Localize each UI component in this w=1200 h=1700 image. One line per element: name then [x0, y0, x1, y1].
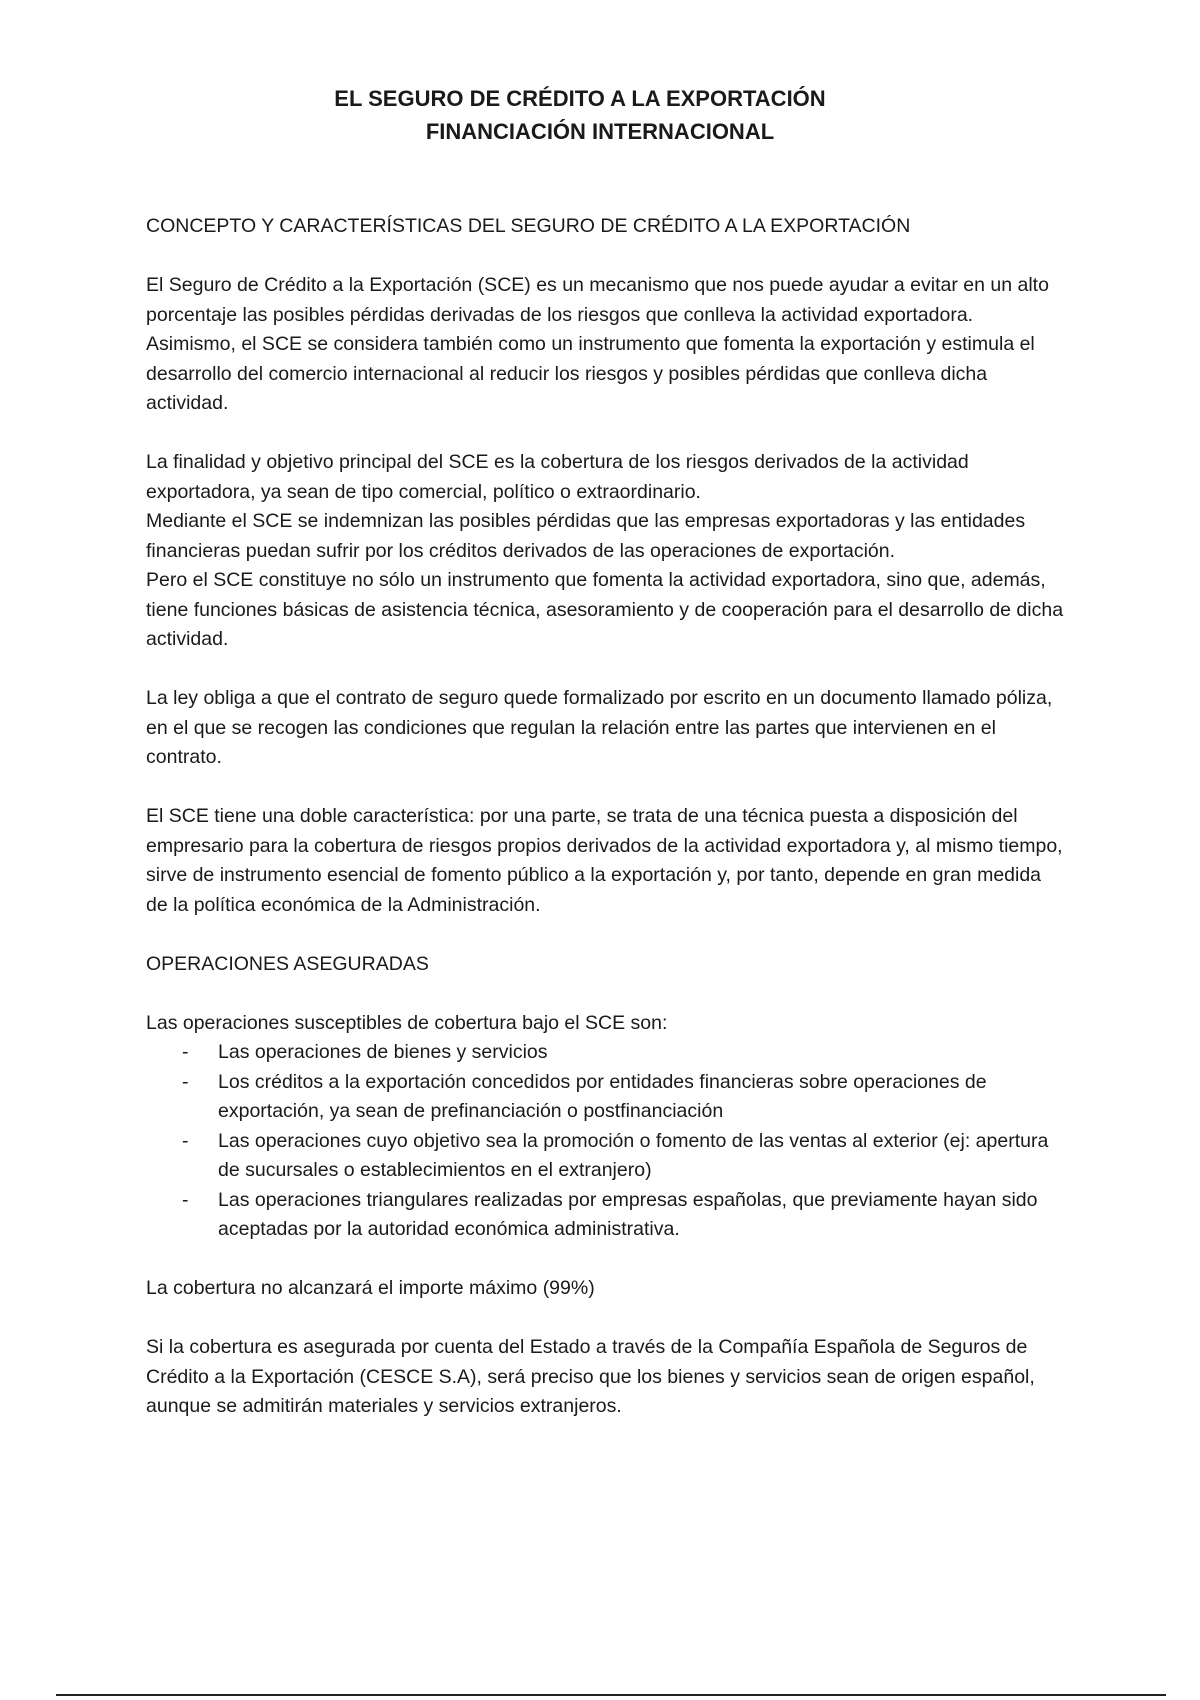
title-block — [0, 82, 1200, 148]
paragraph-sce-definition: El Seguro de Crédito a la Exportación (SCE) es un mecanismo que nos puede ayudar a evitar en un alto porcentaje las posibles pérdidas derivadas de los riesgos que conlleva la actividad exportadora. Asimismo, el SCE se considera también como un instrumento que fomenta la exportación y estimula el desarrollo del comercio internacional al reducir los riesgos y posibles pérdidas que conlleva dicha actividad. — [146, 274, 1049, 414]
list-bullet: - — [182, 1188, 189, 1211]
section-heading-operaciones: OPERACIONES ASEGURADAS — [146, 952, 429, 975]
paragraph-double-characteristic: El SCE tiene una doble característica: por una parte, se trata de una técnica puesta a disposición del empresario para la cobertura de riesgos propios derivados de la actividad exportadora y, al mismo tiempo, sirve de instrumento esencial de fomento público a la exportación y, por tanto, depende en gran medida de la política económica de la Administración. — [146, 805, 1063, 916]
list-bullet: - — [182, 1041, 189, 1063]
list-item — [182, 1127, 1066, 1186]
list-item — [182, 1038, 1066, 1068]
section-heading-concepto: CONCEPTO Y CARACTERÍSTICAS DEL SEGURO DE CRÉDITO A LA EXPORTACIÓN — [146, 215, 911, 237]
paragraph-sce-indemnity: Mediante el SCE se indemnizan las posibles pérdidas que las empresas exportadoras y las entidades financieras puedan sufrir por los créditos derivados de las operaciones de exportación. — [146, 510, 1026, 562]
list-item-text: Las operaciones triangulares realizadas por empresas españolas, que previamente hayan sido aceptadas por la autoridad económica administrativa. — [218, 1188, 1038, 1240]
list-bullet: - — [182, 1070, 189, 1093]
list-bullet: - — [182, 1129, 189, 1152]
list-item-text: Los créditos a la exportación concedidos por entidades financieras sobre operaciones de exportación, ya sean de prefinanciación o postfinanciación — [218, 1070, 987, 1122]
list-item-text: Las operaciones cuyo objetivo sea la promoción o fomento de las ventas al exterior (ej: apertura de sucursales o establecimientos en el extranjero) — [218, 1129, 1049, 1181]
paragraph-sce-objective: La finalidad y objetivo principal del SCE es la cobertura de los riesgos derivados de la actividad exportadora, ya sean de tipo comercial, político o extraordinario. — [146, 451, 969, 503]
list-item — [182, 1068, 1066, 1127]
document-body — [146, 212, 1066, 1422]
document-title: EL SEGURO DE CRÉDITO A LA EXPORTACIÓN — [334, 86, 826, 111]
list-item-text: Las operaciones de bienes y servicios — [218, 1041, 548, 1063]
list-item — [182, 1186, 1066, 1245]
operations-list — [146, 1038, 1066, 1245]
paragraph-sce-functions: Pero el SCE constituye no sólo un instrumento que fomenta la actividad exportadora, sino que, además, tiene funciones básicas de asistencia técnica, asesoramiento y de cooperación para el desarrollo de dicha actividad. — [146, 569, 1064, 650]
paragraph-poliza: La ley obliga a que el contrato de seguro quede formalizado por escrito en un documento llamado póliza, en el que se recogen las condiciones que regulan la relación entre las partes que intervienen en el contrato. — [146, 687, 1053, 768]
coverage-note: La cobertura no alcanzará el importe máximo (99%) — [146, 1277, 595, 1299]
document-subtitle: FINANCIACIÓN INTERNACIONAL — [425, 119, 775, 144]
operations-intro: Las operaciones susceptibles de cobertura bajo el SCE son: — [146, 1011, 668, 1034]
footer-divider — [56, 1694, 1166, 1696]
paragraph-cesce-coverage: Si la cobertura es asegurada por cuenta del Estado a través de la Compañía Española de Seguros de Crédito a la Exportación (CESCE S.A), será preciso que los bienes y servicios sean de origen español, aunque se admitirán materiales y servicios extranjeros. — [146, 1336, 1035, 1417]
